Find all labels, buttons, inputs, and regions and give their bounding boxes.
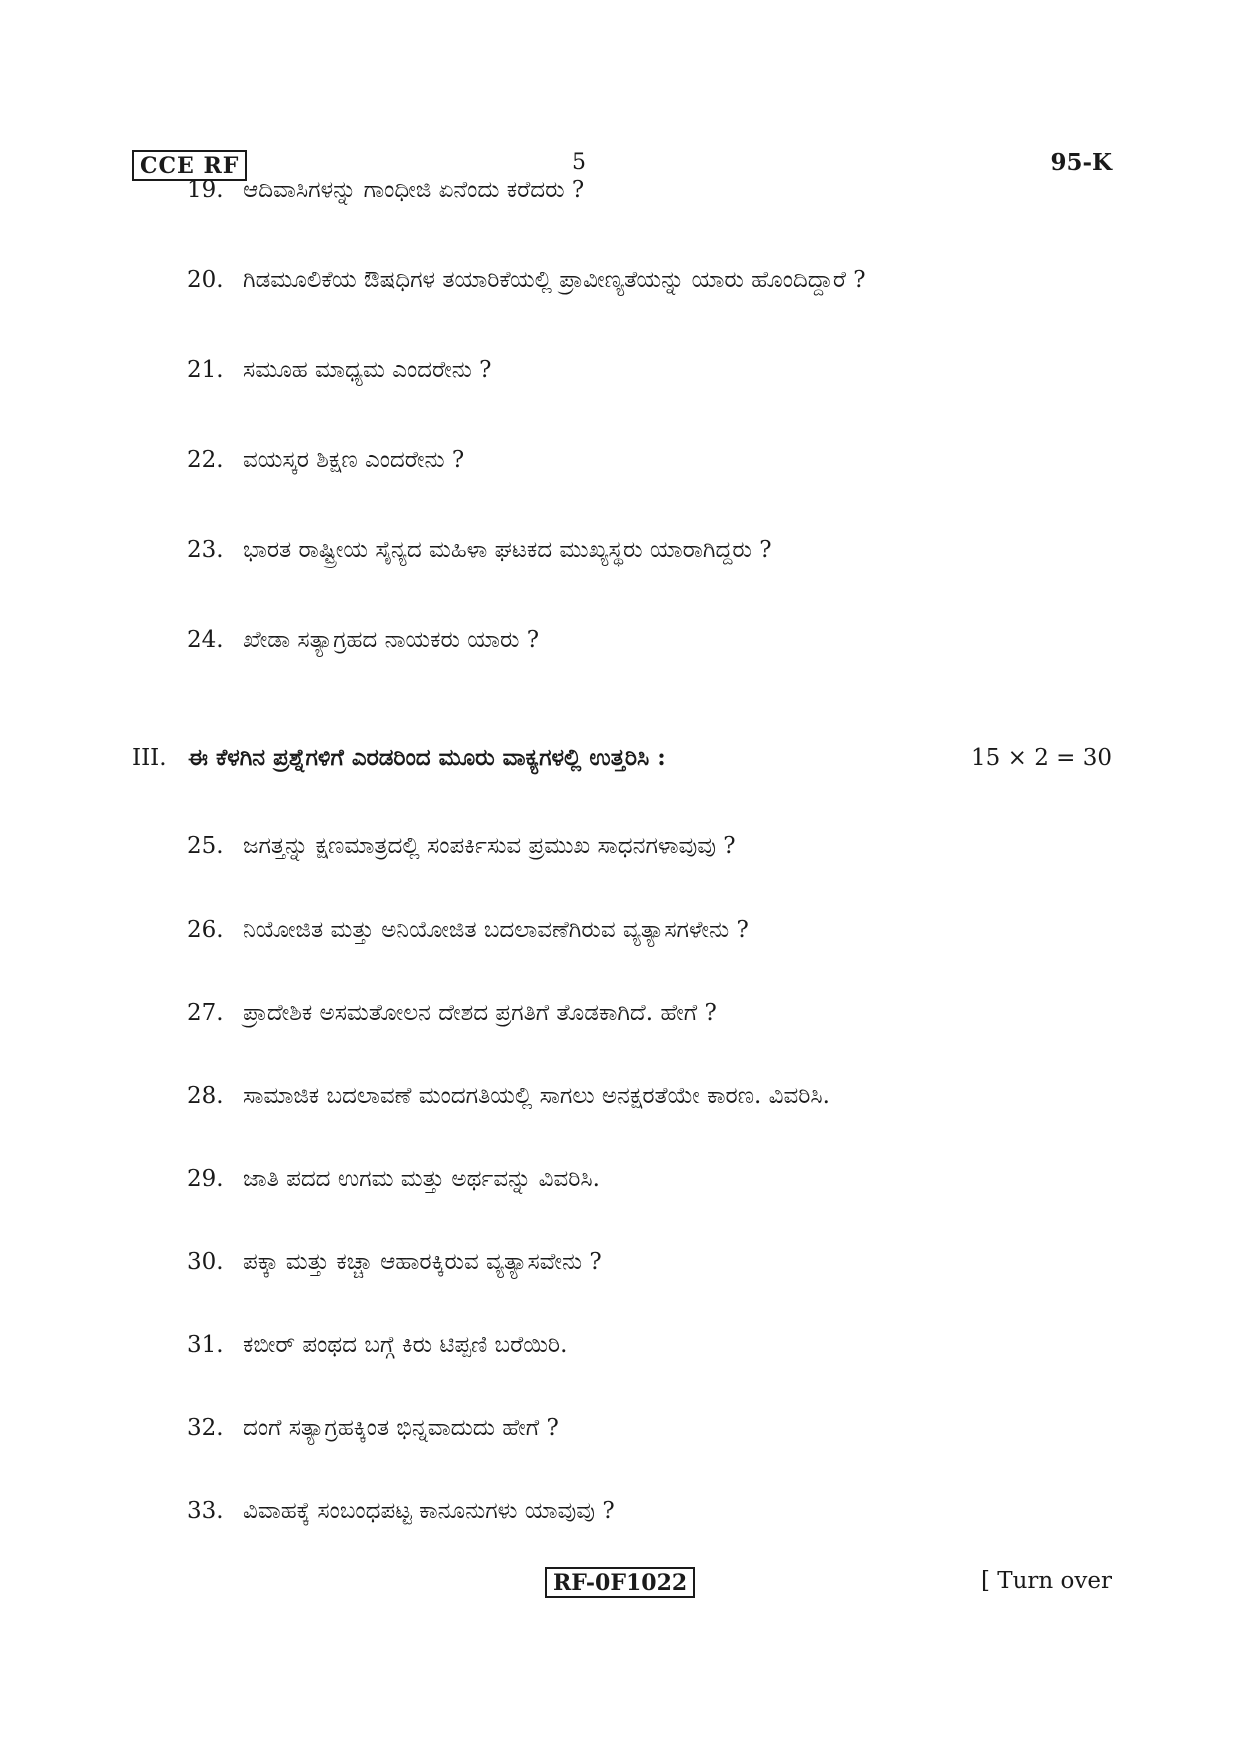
question-text: ವಿವಾಹಕ್ಕೆ ಸಂಬಂಧಪಟ್ಟ ಕಾನೂನುಗಳು ಯಾವುವು ? (243, 1498, 615, 1524)
section-instruction: ಈ ಕೆಳಗಿನ ಪ್ರಶ್ನೆಗಳಿಗೆ ಎರಡರಿಂದ ಮೂರು ವಾಕ್ಯಗಳಲ್ಲಿ ಉತ್ತರಿಸಿ : (188, 744, 666, 771)
question-text: ಕಬೀರ್ ಪಂಥದ ಬಗ್ಗೆ ಕಿರು ಟಿಪ್ಪಣಿ ಬರೆಯಿರಿ. (243, 1332, 568, 1358)
paper-code: 95-K (1050, 149, 1112, 176)
question-item (187, 535, 772, 565)
question-item (187, 355, 492, 385)
question-text: ಆದಿವಾಸಿಗಳನ್ನು ಗಾಂಧೀಜಿ ಏನೆಂದು ಕರೆದರು ? (243, 177, 585, 203)
question-text: ವಯಸ್ಕರ ಶಿಕ್ಷಣ ಎಂದರೇನು ? (243, 447, 465, 473)
question-text: ಪಕ್ಕಾ ಮತ್ತು ಕಚ್ಚಾ ಆಹಾರಕ್ಕಿರುವ ವ್ಯತ್ಯಾಸವೇನು ? (243, 1249, 602, 1275)
question-item (187, 831, 736, 861)
question-number: 23. (187, 537, 224, 563)
question-item (187, 175, 584, 205)
question-number: 22. (187, 447, 224, 473)
question-item (187, 1247, 602, 1277)
question-item (187, 265, 866, 295)
page-number: 5 (572, 150, 586, 175)
question-number: 20. (187, 267, 224, 293)
question-number: 33. (187, 1498, 224, 1524)
question-number: 25. (187, 833, 224, 859)
section-roman-numeral: III. (132, 745, 167, 771)
question-text: ನಿಯೋಜಿತ ಮತ್ತು ಅನಿಯೋಜಿತ ಬದಲಾವಣೆಗಿರುವ ವ್ಯತ್ಯಾಸಗಳೇನು ? (243, 917, 749, 943)
question-item (187, 1413, 559, 1443)
question-item (187, 998, 717, 1028)
question-item (187, 1164, 600, 1194)
question-item (187, 445, 464, 475)
question-number: 30. (187, 1249, 224, 1275)
question-text: ಭಾರತ ರಾಷ್ಟ್ರೀಯ ಸೈನ್ಯದ ಮಹಿಳಾ ಘಟಕದ ಮುಖ್ಯಸ್ಥರು ಯಾರಾಗಿದ್ದರು ? (243, 537, 772, 563)
question-number: 27. (187, 1000, 224, 1026)
turn-over-label: [ Turn over (980, 1568, 1112, 1594)
question-number: 29. (187, 1166, 224, 1192)
section-marks: 15 × 2 = 30 (971, 745, 1112, 771)
question-number: 31. (187, 1332, 224, 1358)
question-number: 28. (187, 1083, 224, 1109)
question-number: 32. (187, 1415, 224, 1441)
question-item (187, 1330, 567, 1360)
question-text: ಪ್ರಾದೇಶಿಕ ಅಸಮತೋಲನ ದೇಶದ ಪ್ರಗತಿಗೆ ತೊಡಕಾಗಿದೆ. ಹೇಗೆ ? (243, 1000, 717, 1026)
question-number: 21. (187, 357, 224, 383)
question-text: ಸಾಮಾಜಿಕ ಬದಲಾವಣೆ ಮಂದಗತಿಯಲ್ಲಿ ಸಾಗಲು ಅನಕ್ಷರತೆಯೇ ಕಾರಣ. ವಿವರಿಸಿ. (243, 1083, 830, 1109)
question-item (187, 625, 539, 655)
question-text: ಸಮೂಹ ಮಾಧ್ಯಮ ಎಂದರೇನು ? (243, 357, 492, 383)
question-text: ಖೇಡಾ ಸತ್ಯಾಗ್ರಹದ ನಾಯಕರು ಯಾರು ? (243, 627, 540, 653)
footer-code-box: RF-0F1022 (545, 1567, 695, 1598)
question-item (187, 1081, 830, 1111)
question-text: ಜಾತಿ ಪದದ ಉಗಮ ಮತ್ತು ಅರ್ಥವನ್ನು ವಿವರಿಸಿ. (243, 1166, 600, 1192)
question-number: 19. (187, 177, 224, 203)
question-text: ದಂಗೆ ಸತ್ಯಾಗ್ರಹಕ್ಕಿಂತ ಭಿನ್ನವಾದುದು ಹೇಗೆ ? (243, 1415, 559, 1441)
question-item (187, 1496, 615, 1526)
header-code-box: CCE RF (132, 150, 247, 181)
section-heading (132, 743, 1112, 773)
question-text: ಗಿಡಮೂಲಿಕೆಯ ಔಷಧಿಗಳ ತಯಾರಿಕೆಯಲ್ಲಿ ಪ್ರಾವೀಣ್ಯತೆಯನ್ನು ಯಾರು ಹೊಂದಿದ್ದಾರೆ ? (243, 267, 866, 293)
question-item (187, 915, 749, 945)
question-text: ಜಗತ್ತನ್ನು ಕ್ಷಣಮಾತ್ರದಲ್ಲಿ ಸಂಪರ್ಕಿಸುವ ಪ್ರಮುಖ ಸಾಧನಗಳಾವುವು ? (243, 833, 736, 859)
question-number: 24. (187, 627, 224, 653)
question-number: 26. (187, 917, 224, 943)
